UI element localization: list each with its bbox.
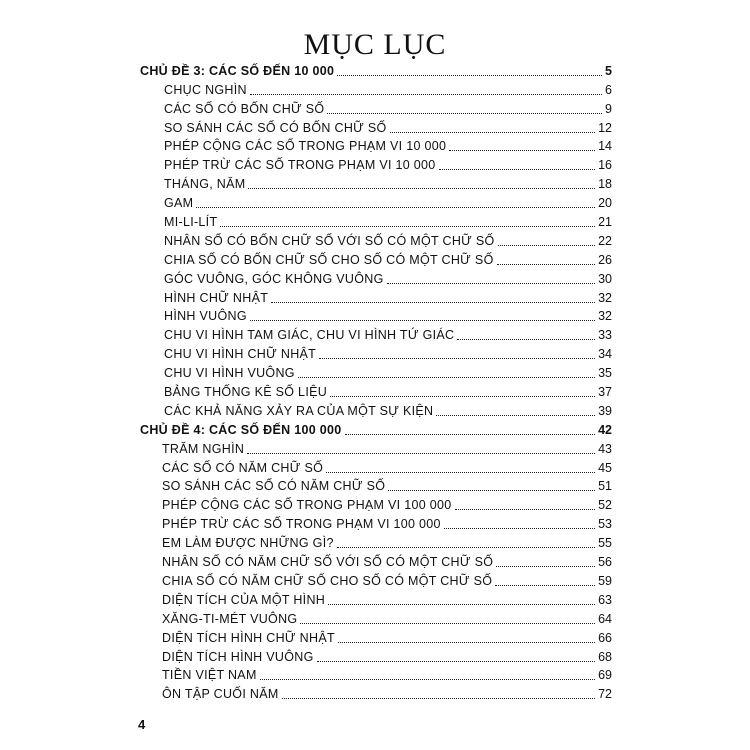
dot-leader xyxy=(328,604,595,605)
dot-leader xyxy=(388,490,595,491)
entry-page-number: 63 xyxy=(598,592,612,607)
entry-title: GÓC VUÔNG, GÓC KHÔNG VUÔNG xyxy=(164,271,384,286)
toc-entry-row xyxy=(140,627,612,646)
toc-entry-row xyxy=(140,79,612,98)
dot-leader xyxy=(390,132,596,133)
toc-chapter-row xyxy=(140,60,612,79)
dot-leader xyxy=(248,188,595,189)
entry-page-number: 52 xyxy=(598,498,612,513)
toc-entry-row xyxy=(140,324,612,343)
entry-page-number: 12 xyxy=(598,120,612,135)
chapter-title: CHỦ ĐỀ 4: CÁC SỐ ĐẾN 100 000 xyxy=(140,422,342,437)
dot-leader xyxy=(455,509,596,510)
toc-entry-row xyxy=(140,192,612,211)
entry-title: DIỆN TÍCH HÌNH CHỮ NHẬT xyxy=(162,630,335,645)
toc-entry-row xyxy=(140,608,612,627)
chapter-page-number: 42 xyxy=(598,422,612,437)
toc-entry-row xyxy=(140,513,612,532)
entry-page-number: 37 xyxy=(598,385,612,400)
toc-entry-row xyxy=(140,381,612,400)
dot-leader xyxy=(298,377,595,378)
toc-entry-row xyxy=(140,438,612,457)
dot-leader xyxy=(250,94,602,95)
dot-leader xyxy=(247,453,595,454)
entry-page-number: 72 xyxy=(598,687,612,702)
entry-page-number: 56 xyxy=(598,555,612,570)
dot-leader xyxy=(196,207,595,208)
dot-leader xyxy=(498,245,596,246)
entry-title: TIỀN VIỆT NAM xyxy=(162,668,257,683)
dot-leader xyxy=(327,113,602,114)
dot-leader xyxy=(319,358,595,359)
entry-page-number: 16 xyxy=(598,158,612,173)
dot-leader xyxy=(337,75,602,76)
entry-page-number: 18 xyxy=(598,177,612,192)
toc-entry-row xyxy=(140,154,612,173)
entry-page-number: 34 xyxy=(598,347,612,362)
entry-page-number: 55 xyxy=(598,536,612,551)
toc-entry-row xyxy=(140,400,612,419)
entry-page-number: 68 xyxy=(598,649,612,664)
dot-leader xyxy=(300,623,595,624)
dot-leader xyxy=(271,302,595,303)
dot-leader xyxy=(439,169,596,170)
toc-entry-row xyxy=(140,665,612,684)
toc-entry-row xyxy=(140,306,612,325)
toc-chapter-row xyxy=(140,419,612,438)
entry-page-number: 45 xyxy=(598,460,612,475)
entry-title: CHIA SỐ CÓ BỐN CHỮ SỐ CHO SỐ CÓ MỘT CHỮ SỐ xyxy=(164,252,494,267)
entry-title: THÁNG, NĂM xyxy=(164,177,246,192)
entry-page-number: 35 xyxy=(598,366,612,381)
entry-page-number: 66 xyxy=(598,630,612,645)
entry-title: DIỆN TÍCH CỦA MỘT HÌNH xyxy=(162,592,326,607)
entry-page-number: 30 xyxy=(598,271,612,286)
toc-entry-row xyxy=(140,683,612,702)
dot-leader xyxy=(220,226,595,227)
dot-leader xyxy=(260,679,595,680)
toc-entry-row xyxy=(140,476,612,495)
entry-page-number: 26 xyxy=(598,252,612,267)
page-number: 4 xyxy=(138,717,146,732)
toc-entry-row xyxy=(140,117,612,136)
entry-title: HÌNH CHỮ NHẬT xyxy=(164,290,269,305)
entry-title: NHÂN SỐ CÓ NĂM CHỮ SỐ VỚI SỐ CÓ MỘT CHỮ SỐ xyxy=(162,555,494,570)
dot-leader xyxy=(495,585,595,586)
toc-entry-row xyxy=(140,136,612,155)
entry-page-number: 9 xyxy=(605,101,612,116)
entry-page-number: 6 xyxy=(605,82,612,97)
entry-title: ÔN TẬP CUỐI NĂM xyxy=(162,687,279,702)
toc-entry-row xyxy=(140,249,612,268)
entry-title: TRĂM NGHÌN xyxy=(162,441,245,456)
toc-entry-row xyxy=(140,457,612,476)
entry-title: CHỤC NGHÌN xyxy=(164,82,247,97)
page-title: MỤC LỤC xyxy=(303,28,447,61)
toc-entry-row xyxy=(140,268,612,287)
entry-title: CÁC SỐ CÓ NĂM CHỮ SỐ xyxy=(162,460,324,475)
entry-page-number: 33 xyxy=(598,328,612,343)
dot-leader xyxy=(337,547,595,548)
dot-leader xyxy=(496,566,595,567)
dot-leader xyxy=(444,528,595,529)
entry-title: PHÉP TRỪ CÁC SỐ TRONG PHẠM VI 100 000 xyxy=(162,517,441,532)
toc-entry-row xyxy=(140,589,612,608)
entry-page-number: 22 xyxy=(598,233,612,248)
entry-title: CHU VI HÌNH TAM GIÁC, CHU VI HÌNH TỨ GIÁC xyxy=(164,328,455,343)
toc-entry-row xyxy=(140,211,612,230)
toc-entry-row xyxy=(140,173,612,192)
entry-title: GAM xyxy=(164,196,194,211)
entry-title: MI-LI-LÍT xyxy=(164,215,218,230)
table-of-contents xyxy=(140,60,612,702)
toc-entry-row xyxy=(140,230,612,249)
toc-entry-row xyxy=(140,570,612,589)
entry-page-number: 64 xyxy=(598,611,612,626)
dot-leader xyxy=(282,698,596,699)
entry-page-number: 21 xyxy=(598,215,612,230)
entry-page-number: 59 xyxy=(598,573,612,588)
dot-leader xyxy=(387,283,595,284)
toc-entry-row xyxy=(140,98,612,117)
entry-title: DIỆN TÍCH HÌNH VUÔNG xyxy=(162,649,314,664)
entry-page-number: 43 xyxy=(598,441,612,456)
chapter-title: CHỦ ĐỀ 3: CÁC SỐ ĐẾN 10 000 xyxy=(140,63,335,78)
entry-title: PHÉP CỘNG CÁC SỐ TRONG PHẠM VI 100 000 xyxy=(162,498,452,513)
entry-page-number: 51 xyxy=(598,479,612,494)
entry-title: BẢNG THỐNG KÊ SỐ LIỆU xyxy=(164,385,328,400)
dot-leader xyxy=(330,396,595,397)
entry-title: CÁC KHẢ NĂNG XẢY RA CỦA MỘT SỰ KIỆN xyxy=(164,403,434,418)
entry-title: XĂNG-TI-MÉT VUÔNG xyxy=(162,611,298,626)
dot-leader xyxy=(345,434,596,435)
toc-entry-row xyxy=(140,494,612,513)
entry-title: EM LÀM ĐƯỢC NHỮNG GÌ? xyxy=(162,536,334,551)
toc-entry-row xyxy=(140,532,612,551)
entry-page-number: 32 xyxy=(598,290,612,305)
dot-leader xyxy=(436,415,595,416)
dot-leader xyxy=(317,661,595,662)
entry-title: SO SÁNH CÁC SỐ CÓ NĂM CHỮ SỐ xyxy=(162,479,386,494)
dot-leader xyxy=(457,339,595,340)
chapter-page-number: 5 xyxy=(605,63,612,78)
entry-title: CHIA SỐ CÓ NĂM CHỮ SỐ CHO SỐ CÓ MỘT CHỮ SỐ xyxy=(162,573,493,588)
toc-entry-row xyxy=(140,362,612,381)
entry-title: PHÉP CỘNG CÁC SỐ TRONG PHẠM VI 10 000 xyxy=(164,139,447,154)
entry-page-number: 32 xyxy=(598,309,612,324)
entry-page-number: 20 xyxy=(598,196,612,211)
entry-title: SO SÁNH CÁC SỐ CÓ BỐN CHỮ SỐ xyxy=(164,120,387,135)
entry-page-number: 14 xyxy=(598,139,612,154)
dot-leader xyxy=(449,150,595,151)
entry-title: HÌNH VUÔNG xyxy=(164,309,247,324)
entry-title: CÁC SỐ CÓ BỐN CHỮ SỐ xyxy=(164,101,325,116)
entry-title: CHU VI HÌNH CHỮ NHẬT xyxy=(164,347,317,362)
dot-leader xyxy=(326,472,595,473)
dot-leader xyxy=(497,264,596,265)
entry-page-number: 69 xyxy=(598,668,612,683)
toc-entry-row xyxy=(140,287,612,306)
entry-page-number: 39 xyxy=(598,403,612,418)
toc-entry-row xyxy=(140,343,612,362)
toc-entry-row xyxy=(140,551,612,570)
entry-title: CHU VI HÌNH VUÔNG xyxy=(164,366,295,381)
entry-page-number: 53 xyxy=(598,517,612,532)
entry-title: PHÉP TRỪ CÁC SỐ TRONG PHẠM VI 10 000 xyxy=(164,158,436,173)
entry-title: NHÂN SỐ CÓ BỐN CHỮ SỐ VỚI SỐ CÓ MỘT CHỮ SỐ xyxy=(164,233,495,248)
toc-entry-row xyxy=(140,646,612,665)
dot-leader xyxy=(250,320,595,321)
dot-leader xyxy=(338,642,595,643)
